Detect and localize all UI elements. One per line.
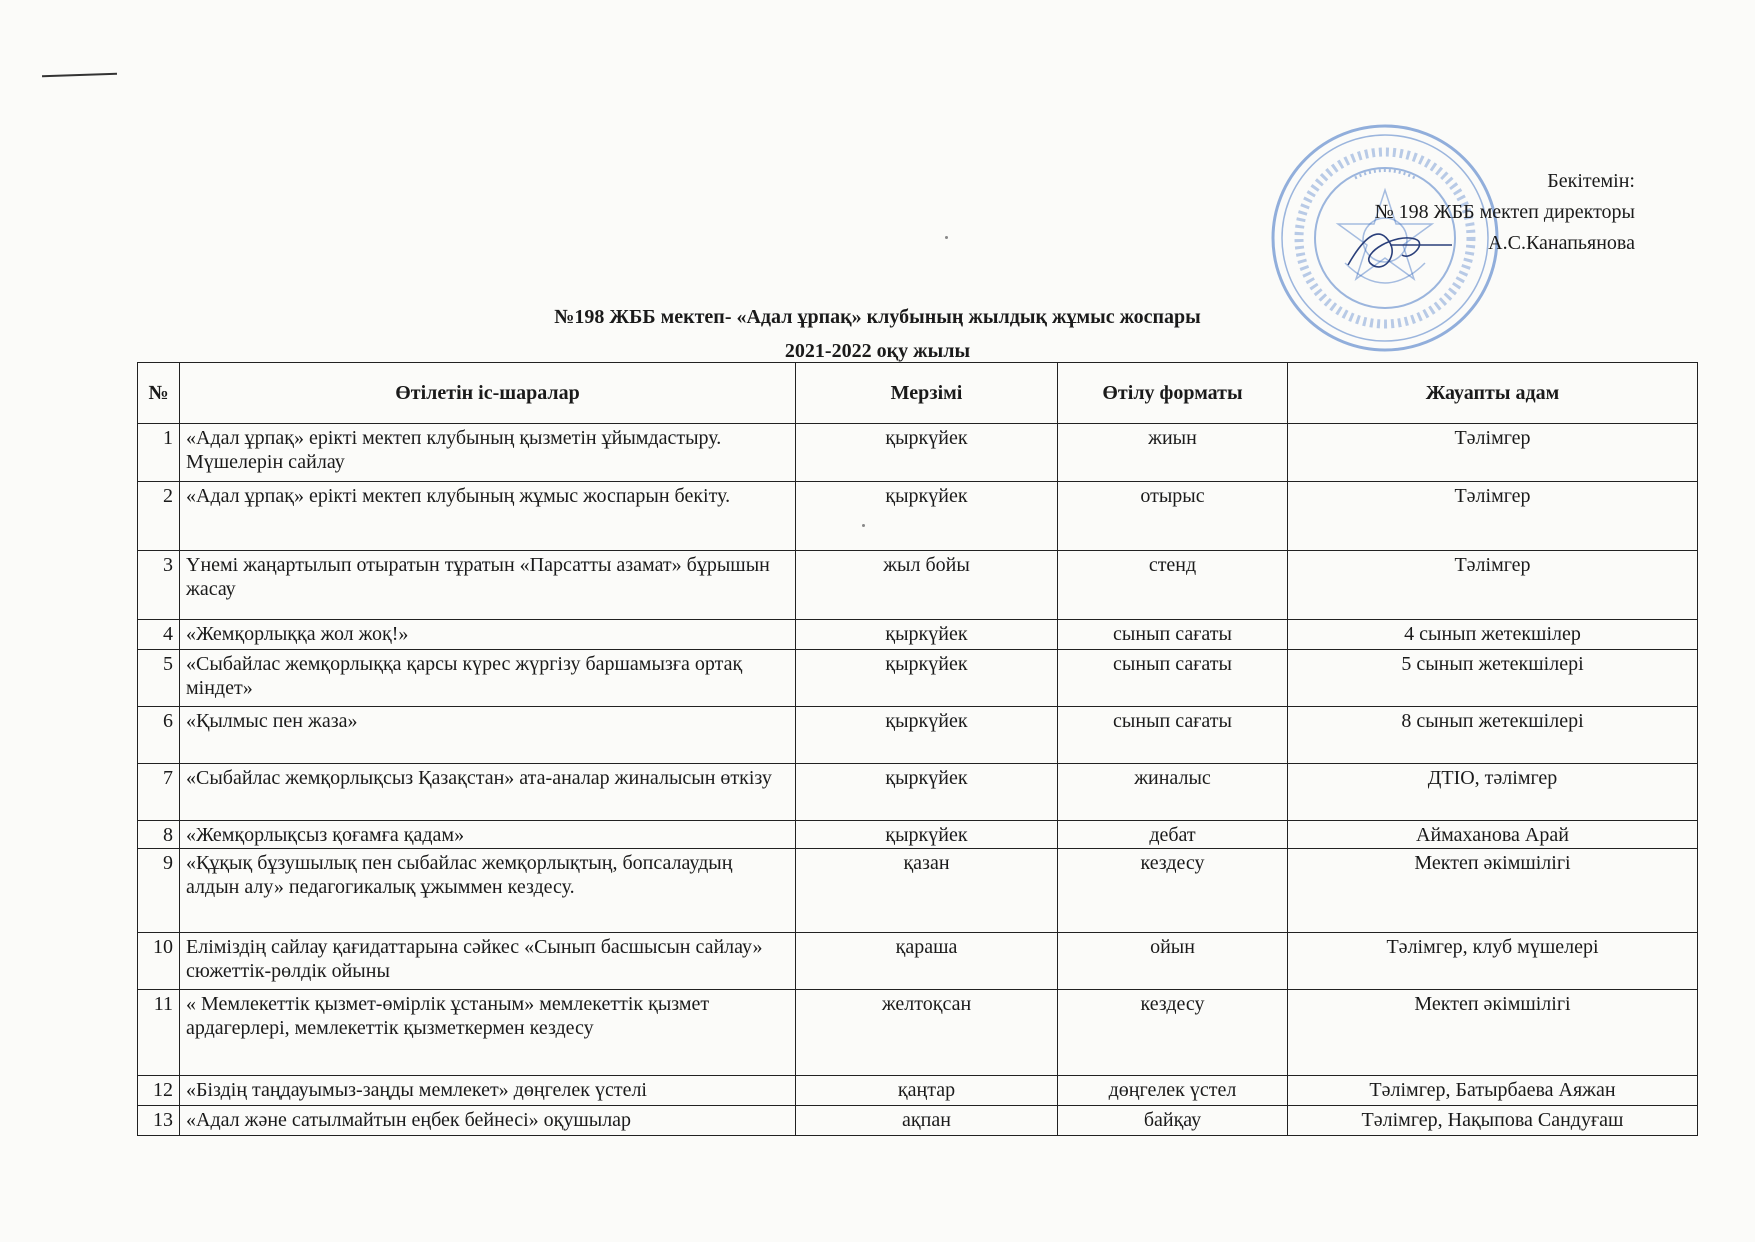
- row-event: « Мемлекеттік қызмет-өмірлік ұстаным» мемлекеттік қызмет ардагерлері, мемлекеттік қызметкермен кездесу: [180, 990, 796, 1076]
- row-responsible: Тәлімгер: [1288, 424, 1698, 482]
- approval-director-name: А.С.Канапьянова: [1488, 232, 1635, 254]
- header-format: Өтілу форматы: [1058, 363, 1288, 424]
- table-row: [138, 821, 1698, 849]
- header-number: №: [138, 363, 180, 424]
- row-date: желтоқсан: [796, 990, 1058, 1076]
- row-event: «Біздің таңдауымыз-заңды мемлекет» дөңгелек үстелі: [180, 1076, 796, 1106]
- row-responsible: Мектеп әкімшілігі: [1288, 849, 1698, 933]
- row-number: 8: [138, 821, 180, 849]
- row-responsible: Тәлімгер, Нақыпова Сандуғаш: [1288, 1106, 1698, 1136]
- row-event: «Сыбайлас жемқорлықсыз Қазақстан» ата-аналар жиналысын өткізу: [180, 764, 796, 821]
- row-responsible: Тәлімгер: [1288, 551, 1698, 620]
- row-number: 2: [138, 482, 180, 551]
- row-date: ақпан: [796, 1106, 1058, 1136]
- row-event: «Жемқорлықсыз қоғамға қадам»: [180, 821, 796, 849]
- row-number: 6: [138, 707, 180, 764]
- work-plan-table: [137, 362, 1698, 1136]
- page-title: №198 ЖББ мектеп- «Адал ұрпақ» клубының жылдық жұмыс жоспары: [554, 306, 1201, 328]
- row-event: «Адал және сатылмайтын еңбек бейнесі» оқушылар: [180, 1106, 796, 1136]
- row-event: «Жемқорлыққа жол жоқ!»: [180, 620, 796, 650]
- row-date: қыркүйек: [796, 764, 1058, 821]
- row-format: сынып сағаты: [1058, 620, 1288, 650]
- row-number: 3: [138, 551, 180, 620]
- row-responsible: Мектеп әкімшілігі: [1288, 990, 1698, 1076]
- row-date: қазан: [796, 849, 1058, 933]
- table-row: [138, 551, 1698, 620]
- row-event: «Адал ұрпақ» ерікті мектеп клубының жұмыс жоспарын бекіту.: [180, 482, 796, 551]
- row-event: Үнемі жаңартылып отыратын тұратын «Парсатты азамат» бұрышын жасау: [180, 551, 796, 620]
- row-number: 1: [138, 424, 180, 482]
- row-date: қыркүйек: [796, 482, 1058, 551]
- row-format: дөңгелек үстел: [1058, 1076, 1288, 1106]
- row-event: «Қылмыс пен жаза»: [180, 707, 796, 764]
- row-date: қыркүйек: [796, 821, 1058, 849]
- row-format: сынып сағаты: [1058, 707, 1288, 764]
- table-header-row: [138, 363, 1698, 424]
- row-format: жиналыс: [1058, 764, 1288, 821]
- table-row: [138, 482, 1698, 551]
- table-row: [138, 764, 1698, 821]
- row-date: қыркүйек: [796, 650, 1058, 707]
- table-row: [138, 1106, 1698, 1136]
- row-format: кездесу: [1058, 849, 1288, 933]
- row-format: стенд: [1058, 551, 1288, 620]
- row-format: дебат: [1058, 821, 1288, 849]
- table-row: [138, 424, 1698, 482]
- table-row: [138, 933, 1698, 990]
- row-responsible: ДТІО, тәлімгер: [1288, 764, 1698, 821]
- row-number: 5: [138, 650, 180, 707]
- row-date: жыл бойы: [796, 551, 1058, 620]
- table-row: [138, 620, 1698, 650]
- row-date: қыркүйек: [796, 707, 1058, 764]
- academic-year: 2021-2022 оқу жылы: [784, 340, 971, 362]
- pen-mark: [42, 73, 117, 78]
- row-responsible: Тәлімгер: [1288, 482, 1698, 551]
- row-responsible: Аймаханова Арай: [1288, 821, 1698, 849]
- row-number: 4: [138, 620, 180, 650]
- row-responsible: 5 сынып жетекшілері: [1288, 650, 1698, 707]
- table-row: [138, 990, 1698, 1076]
- table-row: [138, 849, 1698, 933]
- row-number: 9: [138, 849, 180, 933]
- header-responsible: Жауапты адам: [1288, 363, 1698, 424]
- table-row: [138, 707, 1698, 764]
- row-format: отырыс: [1058, 482, 1288, 551]
- row-number: 13: [138, 1106, 180, 1136]
- header-event: Өтілетін іс-шаралар: [180, 363, 796, 424]
- row-number: 12: [138, 1076, 180, 1106]
- row-date: қыркүйек: [796, 424, 1058, 482]
- table-row: [138, 1076, 1698, 1106]
- row-responsible: Тәлімгер, клуб мүшелері: [1288, 933, 1698, 990]
- row-responsible: Тәлімгер, Батырбаева Аяжан: [1288, 1076, 1698, 1106]
- header-date: Мерзімі: [796, 363, 1058, 424]
- row-format: кездесу: [1058, 990, 1288, 1076]
- row-format: сынып сағаты: [1058, 650, 1288, 707]
- row-number: 7: [138, 764, 180, 821]
- table-row: [138, 650, 1698, 707]
- row-format: ойын: [1058, 933, 1288, 990]
- approval-position: № 198 ЖББ мектеп директоры: [1374, 201, 1635, 223]
- row-number: 11: [138, 990, 180, 1076]
- row-event: Еліміздің сайлау қағидаттарына сәйкес «Сынып басшысын сайлау» сюжеттік-рөлдік ойыны: [180, 933, 796, 990]
- row-format: жиын: [1058, 424, 1288, 482]
- approval-heading: Бекітемін:: [1547, 170, 1635, 192]
- row-format: байқау: [1058, 1106, 1288, 1136]
- row-date: қаңтар: [796, 1076, 1058, 1106]
- row-date: қыркүйек: [796, 620, 1058, 650]
- row-event: «Құқық бұзушылық пен сыбайлас жемқорлықтың, бопсалаудың алдын алу» педагогикалық ұжыммен кездесу.: [180, 849, 796, 933]
- row-date: қараша: [796, 933, 1058, 990]
- row-event: «Адал ұрпақ» ерікті мектеп клубының қызметін ұйымдастыру. Мүшелерін сайлау: [180, 424, 796, 482]
- row-event: «Сыбайлас жемқорлыққа қарсы күрес жүргізу баршамызға ортақ міндет»: [180, 650, 796, 707]
- row-responsible: 4 сынып жетекшілер: [1288, 620, 1698, 650]
- signature-icon: [1340, 215, 1460, 285]
- paper-speck: [945, 236, 948, 239]
- row-number: 10: [138, 933, 180, 990]
- row-responsible: 8 сынып жетекшілері: [1288, 707, 1698, 764]
